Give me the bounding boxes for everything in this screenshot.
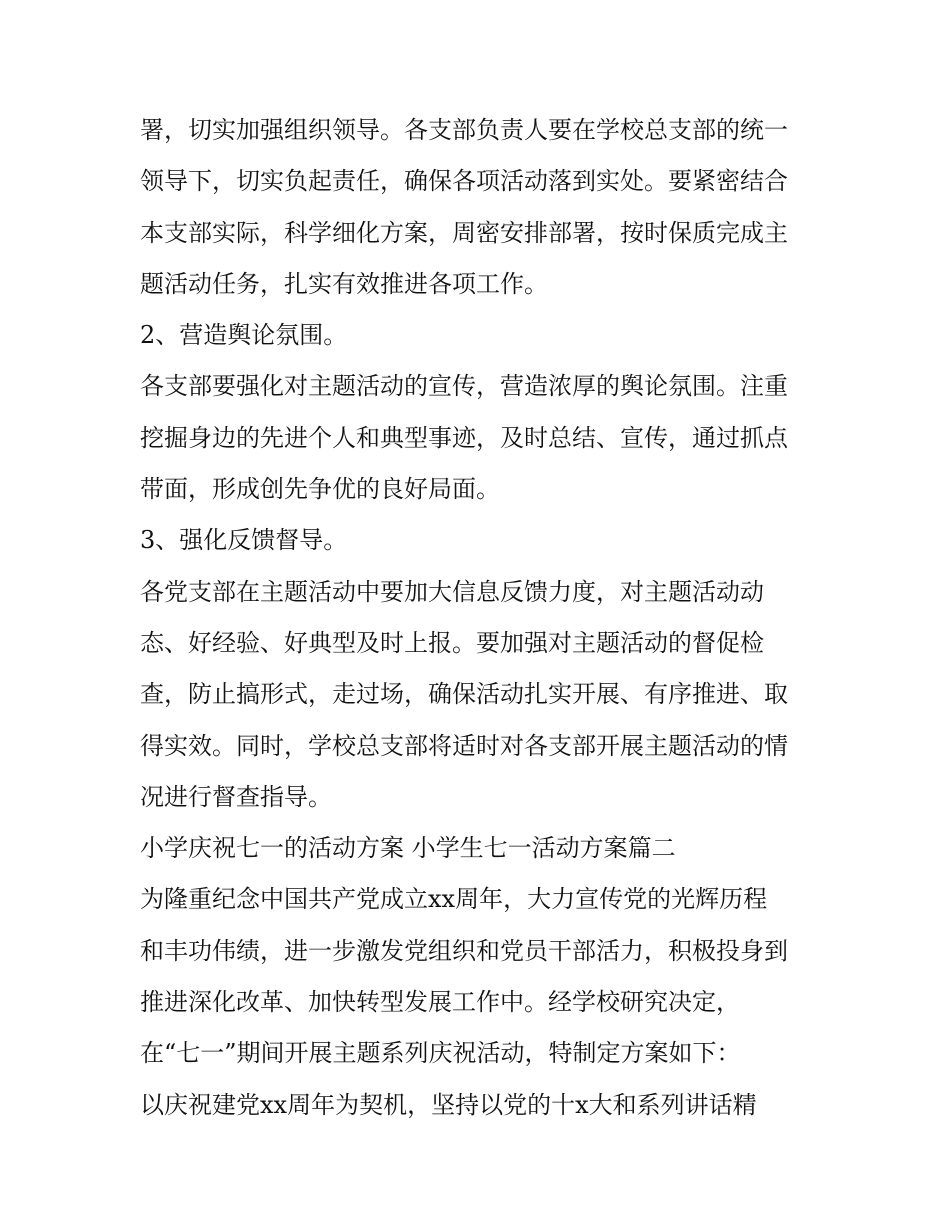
text-line: 领导下，切实负起责任，确保各项活动落到实处。要紧密结合 bbox=[140, 167, 788, 196]
text-line: 本支部实际，科学细化方案，周密安排部署，按时保质完成主 bbox=[140, 218, 788, 247]
text-line: 况进行督查指导。 bbox=[140, 782, 332, 811]
article-title: 小学庆祝七一的活动方案 小学生七一活动方案篇二 bbox=[140, 834, 676, 863]
text-line: 以庆祝建党xx周年为契机，坚持以党的十x大和系列讲话精 bbox=[140, 1090, 757, 1119]
text-line: 在“七一”期间开展主题系列庆祝活动，特制定方案如下： bbox=[140, 1039, 741, 1068]
document-body bbox=[140, 105, 830, 1131]
text-line: 各支部要强化对主题活动的宣传，营造浓厚的舆论氛围。注重 bbox=[140, 372, 788, 401]
section-heading: 3、强化反馈督导。 bbox=[140, 526, 348, 555]
text-line: 查，防止搞形式，走过场，确保活动扎实开展、有序推进、取 bbox=[140, 680, 788, 709]
text-line: 为隆重纪念中国共产党成立xx周年，大力宣传党的光辉历程 bbox=[140, 885, 768, 914]
section-heading: 2、营造舆论氛围。 bbox=[140, 321, 348, 350]
text-line: 带面，形成创先争优的良好局面。 bbox=[140, 475, 500, 504]
text-line: 得实效。同时，学校总支部将适时对各支部开展主题活动的情 bbox=[140, 731, 788, 760]
text-line: 署，切实加强组织领导。各支部负责人要在学校总支部的统一 bbox=[140, 116, 788, 144]
text-line: 挖掘身边的先进个人和典型事迹，及时总结、宣传，通过抓点 bbox=[140, 423, 788, 452]
text-line: 各党支部在主题活动中要加大信息反馈力度，对主题活动动 bbox=[140, 577, 764, 606]
text-line: 和丰功伟绩，进一步激发党组织和党员干部活力，积极投身到 bbox=[140, 936, 788, 965]
text-line: 题活动任务，扎实有效推进各项工作。 bbox=[140, 269, 548, 298]
text-line: 态、好经验、好典型及时上报。要加强对主题活动的督促检 bbox=[140, 628, 764, 657]
text-line: 推进深化改革、加快转型发展工作中。经学校研究决定， bbox=[140, 988, 740, 1017]
